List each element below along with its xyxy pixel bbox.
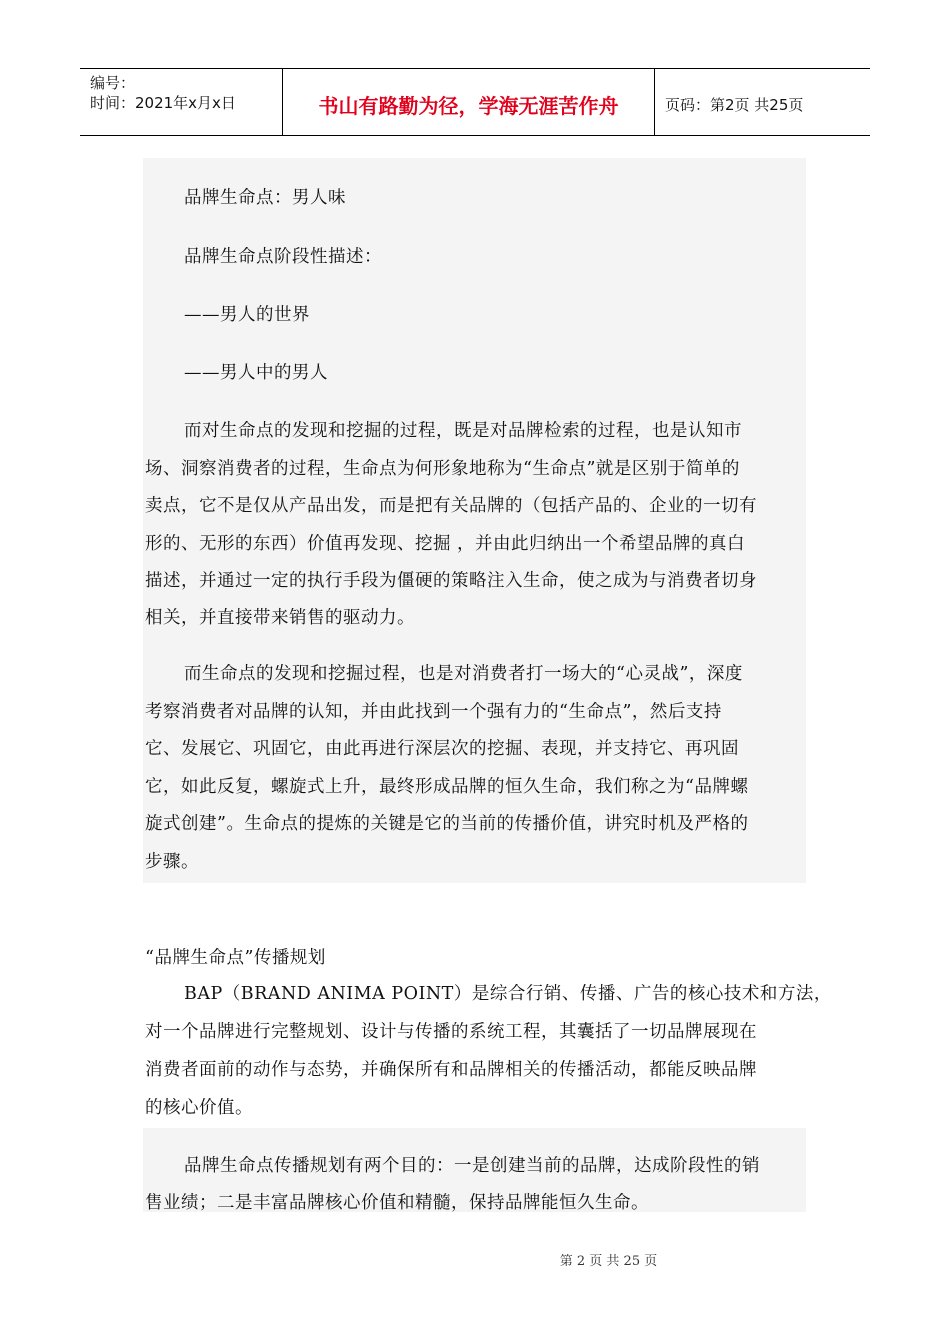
text-line: 旋式创建”。生命点的提炼的关键是它的当前的传播价值，讲究时机及严格的 xyxy=(145,814,749,834)
text-line: 品牌生命点：男人味 xyxy=(184,188,346,208)
text-line: 品牌生命点传播规划有两个目的：一是创建当前的品牌，达成阶段性的销 xyxy=(184,1156,760,1176)
header-page-info: 页码：第2页 共25页 xyxy=(665,95,804,114)
text-line: ——男人中的男人 xyxy=(184,363,328,383)
text-line: 售业绩；二是丰富品牌核心价值和精髓，保持品牌能恒久生命。 xyxy=(145,1193,649,1213)
text-line: 消费者面前的动作与态势，并确保所有和品牌相关的传播活动，都能反映品牌 xyxy=(145,1060,757,1080)
text-line: 考察消费者对品牌的认知，并由此找到一个强有力的“生命点”，然后支持 xyxy=(145,702,722,722)
text-line: 描述，并通过一定的执行手段为僵硬的策略注入生命，使之成为与消费者切身 xyxy=(145,571,757,591)
text-line: ——男人的世界 xyxy=(184,305,310,325)
page-header xyxy=(80,68,870,136)
text-line: 相关，并直接带来销售的驱动力。 xyxy=(145,608,415,628)
text-line: 它、发展它、巩固它，由此再进行深层次的挖掘、表现，并支持它、再巩固 xyxy=(145,739,739,759)
text-line: 场、洞察消费者的过程，生命点为何形象地称为“生命点”就是区别于简单的 xyxy=(145,459,740,479)
text-line: 而对生命点的发现和挖掘的过程，既是对品牌检索的过程，也是认知市 xyxy=(184,421,742,441)
text-line: BAP（BRAND ANIMA POINT）是综合行销、传播、广告的核心技术和方法， xyxy=(184,984,832,1004)
header-motto: 书山有路勤为径，学海无涯苦作舟 xyxy=(283,69,655,135)
page-footer: 第 2 页 共 25 页 xyxy=(559,1254,658,1269)
text-line: 它，如此反复，螺旋式上升，最终形成品牌的恒久生命，我们称之为“品牌螺 xyxy=(145,777,749,797)
content-plain-middle xyxy=(143,883,806,1128)
text-line: 品牌生命点阶段性描述： xyxy=(184,247,382,267)
code-label: 编号： xyxy=(90,74,136,92)
text-line: 卖点，它不是仅从产品出发，而是把有关品牌的（包括产品的、企业的一切有 xyxy=(145,496,757,516)
section-title: “品牌生命点”传播规划 xyxy=(145,948,326,968)
text-line: 步骤。 xyxy=(145,852,199,872)
text-line: 而生命点的发现和挖掘过程，也是对消费者打一场大的“心灵战”，深度 xyxy=(184,664,743,684)
text-line: 对一个品牌进行完整规划、设计与传播的系统工程，其囊括了一切品牌展现在 xyxy=(145,1022,757,1042)
text-line: 形的、无形的东西）价值再发现、挖掘 ，并由此归纳出一个希望品牌的真白 xyxy=(145,534,746,554)
header-meta xyxy=(80,69,283,135)
text-line: 的核心价值。 xyxy=(145,1098,253,1118)
date-line: 时间：2021年x月x日 xyxy=(90,94,236,112)
